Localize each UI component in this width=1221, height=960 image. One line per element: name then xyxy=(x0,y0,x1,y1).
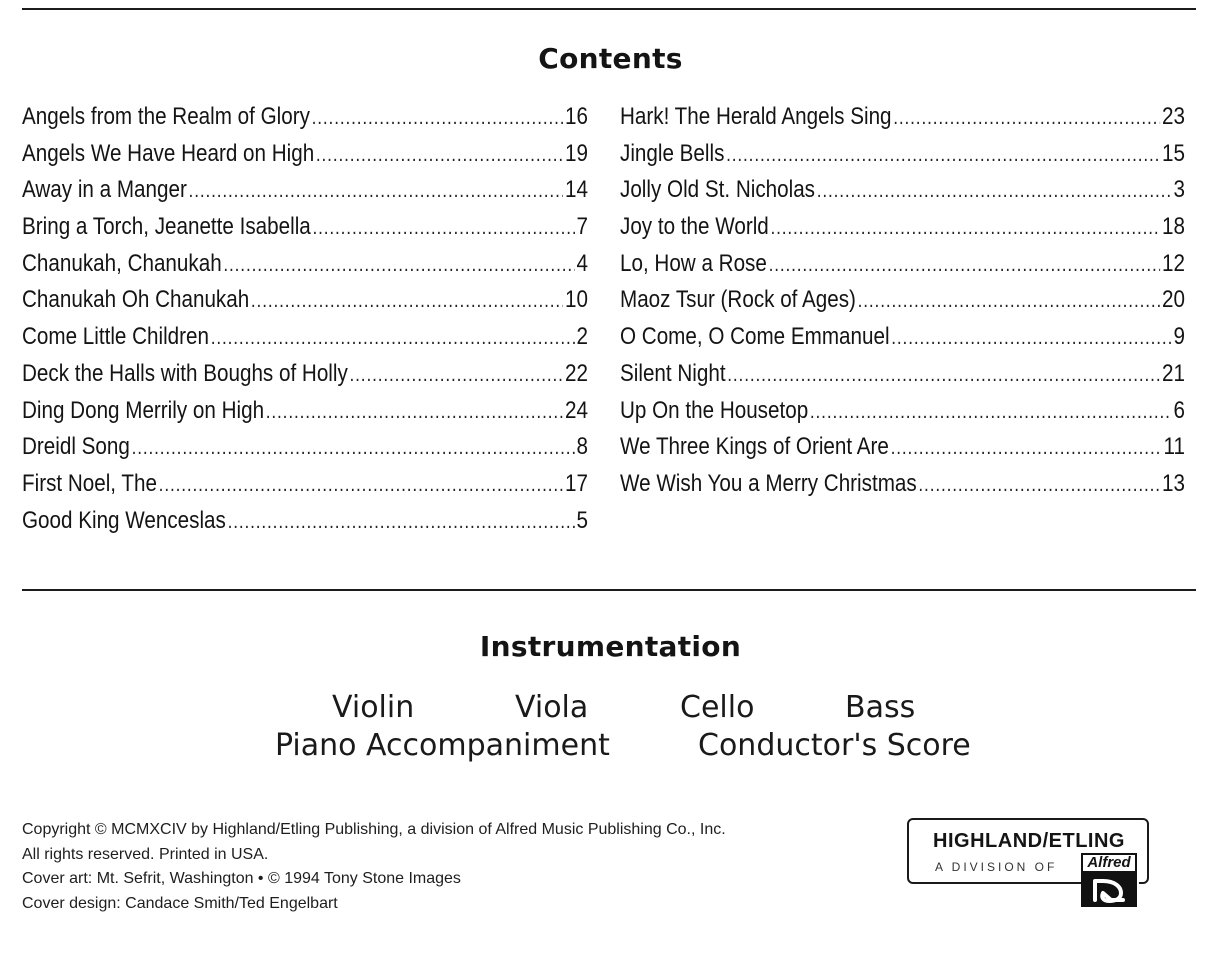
toc-entry-page: 18 xyxy=(1162,213,1185,241)
toc-entry-page: 19 xyxy=(565,139,588,167)
toc-entry-page: 23 xyxy=(1162,103,1185,130)
toc-leader-dots xyxy=(893,100,1160,137)
toc-entry-page: 24 xyxy=(565,396,588,424)
toc-entry xyxy=(620,136,1185,173)
instrument-bass: Bass xyxy=(845,690,916,725)
toc-entry xyxy=(620,393,1185,430)
toc-leader-dots xyxy=(810,394,1172,431)
toc-leader-dots xyxy=(189,173,564,210)
toc-entry-title: We Three Kings of Orient Are xyxy=(620,433,889,461)
toc-entry-page: 17 xyxy=(565,469,588,497)
toc-leader-dots xyxy=(350,357,564,394)
toc-entry xyxy=(22,282,588,319)
toc-entry-title: Dreidl Song xyxy=(22,433,130,461)
toc-leader-dots xyxy=(211,320,575,357)
toc-entry-title: Jingle Bells xyxy=(620,139,725,167)
toc-entry-page: 8 xyxy=(576,433,588,461)
toc-entry xyxy=(620,466,1185,503)
toc-entry-title: Chanukah, Chanukah xyxy=(22,249,222,277)
toc-entry xyxy=(620,319,1185,356)
toc-entry xyxy=(620,356,1185,393)
toc-entry-page: 14 xyxy=(565,176,588,204)
toc-entry-title: We Wish You a Merry Christmas xyxy=(620,469,917,497)
toc-leader-dots xyxy=(223,247,574,284)
toc-entry xyxy=(22,172,588,209)
toc-entry-page: 3 xyxy=(1173,176,1185,204)
toc-entry xyxy=(22,503,588,540)
toc-leader-dots xyxy=(726,137,1160,174)
alfred-symbol-icon xyxy=(1081,873,1137,907)
toc-leader-dots xyxy=(770,210,1160,247)
toc-entry-page: 5 xyxy=(576,506,588,534)
contents-right-column xyxy=(620,99,1185,503)
toc-entry-title: Joy to the World xyxy=(620,213,769,241)
instrument-violin: Violin xyxy=(332,690,415,725)
section-divider xyxy=(22,589,1196,591)
toc-entry-title: Jolly Old St. Nicholas xyxy=(620,176,816,204)
toc-leader-dots xyxy=(891,430,1162,467)
toc-entry xyxy=(22,356,588,393)
toc-entry-page: 21 xyxy=(1162,359,1185,387)
rights-line: All rights reserved. Printed in USA. xyxy=(22,845,269,863)
toc-leader-dots xyxy=(312,100,564,137)
toc-entry-title: Angels from the Realm of Glory xyxy=(22,103,310,130)
toc-leader-dots xyxy=(727,357,1160,394)
toc-entry-page: 12 xyxy=(1162,249,1185,277)
toc-entry-page: 2 xyxy=(576,323,588,351)
toc-entry xyxy=(620,172,1185,209)
toc-entry-title: Angels We Have Heard on High xyxy=(22,139,315,167)
toc-entry-title: Up On the Housetop xyxy=(620,396,809,424)
toc-entry xyxy=(22,209,588,246)
cover-design-line: Cover design: Candace Smith/Ted Engelbart xyxy=(22,894,338,912)
toc-entry-page: 9 xyxy=(1173,323,1185,351)
division-label: A DIVISION OF xyxy=(935,860,1058,874)
contents-title: Contents xyxy=(538,42,683,75)
toc-leader-dots xyxy=(312,210,574,247)
toc-entry xyxy=(22,393,588,430)
instrument-conductors-score: Conductor's Score xyxy=(698,728,971,763)
toc-entry-title: Ding Dong Merrily on High xyxy=(22,396,265,424)
toc-entry-page: 4 xyxy=(576,249,588,277)
toc-entry xyxy=(620,282,1185,319)
toc-entry-title: Chanukah Oh Chanukah xyxy=(22,286,250,314)
alfred-symbol-glyph xyxy=(1081,873,1137,907)
instrument-cello: Cello xyxy=(680,690,755,725)
toc-entry-page: 15 xyxy=(1162,139,1185,167)
toc-leader-dots xyxy=(266,394,564,431)
toc-entry xyxy=(22,99,588,136)
toc-entry xyxy=(620,209,1185,246)
toc-entry-page: 16 xyxy=(565,103,588,130)
toc-entry-title: Hark! The Herald Angels Sing xyxy=(620,103,892,130)
toc-entry-title: Come Little Children xyxy=(22,323,209,351)
top-divider xyxy=(22,8,1196,10)
cover-art-line: Cover art: Mt. Sefrit, Washington • © 1994 Tony Stone Images xyxy=(22,870,461,887)
contents-left-column xyxy=(22,99,588,539)
toc-leader-dots xyxy=(817,173,1172,210)
toc-leader-dots xyxy=(858,283,1161,320)
toc-entry-page: 10 xyxy=(565,286,588,314)
toc-leader-dots xyxy=(316,137,563,174)
toc-entry xyxy=(620,429,1185,466)
instrument-viola: Viola xyxy=(515,690,589,725)
copyright-line: Copyright © MCMXCIV by Highland/Etling Publishing, a division of Alfred Music Publishing Co., Inc. xyxy=(22,821,726,838)
toc-entry-page: 22 xyxy=(565,359,588,387)
instrument-piano-accompaniment: Piano Accompaniment xyxy=(275,728,610,763)
toc-entry xyxy=(22,246,588,283)
toc-entry-title: Bring a Torch, Jeanette Isabella xyxy=(22,213,311,241)
credits-block xyxy=(22,818,726,916)
toc-entry-page: 7 xyxy=(576,213,588,241)
toc-entry-page: 13 xyxy=(1162,469,1185,497)
toc-entry xyxy=(22,136,588,173)
toc-entry-page: 6 xyxy=(1173,396,1185,424)
toc-leader-dots xyxy=(918,467,1160,504)
toc-entry-title: Maoz Tsur (Rock of Ages) xyxy=(620,286,856,314)
alfred-wordmark: Alfred xyxy=(1081,853,1137,873)
toc-leader-dots xyxy=(228,504,575,541)
toc-leader-dots xyxy=(251,283,563,320)
toc-entry-title: Deck the Halls with Boughs of Holly xyxy=(22,359,348,387)
toc-entry-title: Silent Night xyxy=(620,359,726,387)
instrumentation-title: Instrumentation xyxy=(479,630,742,663)
toc-leader-dots xyxy=(159,467,564,504)
toc-entry-page: 11 xyxy=(1163,433,1185,461)
toc-entry-title: O Come, O Come Emmanuel xyxy=(620,323,890,351)
toc-entry xyxy=(22,429,588,466)
toc-entry xyxy=(620,246,1185,283)
toc-entry-title: Good King Wenceslas xyxy=(22,506,226,534)
alfred-logo-icon xyxy=(1081,853,1139,907)
toc-entry xyxy=(620,99,1185,136)
toc-entry xyxy=(22,319,588,356)
publisher-name: HIGHLAND/ETLING xyxy=(933,830,1125,852)
toc-leader-dots xyxy=(769,247,1161,284)
toc-leader-dots xyxy=(891,320,1172,357)
toc-entry-title: Away in a Manger xyxy=(22,176,187,204)
toc-entry-title: Lo, How a Rose xyxy=(620,249,767,277)
toc-entry xyxy=(22,466,588,503)
toc-entry-page: 20 xyxy=(1162,286,1185,314)
toc-leader-dots xyxy=(132,430,575,467)
toc-entry-title: First Noel, The xyxy=(22,469,157,497)
